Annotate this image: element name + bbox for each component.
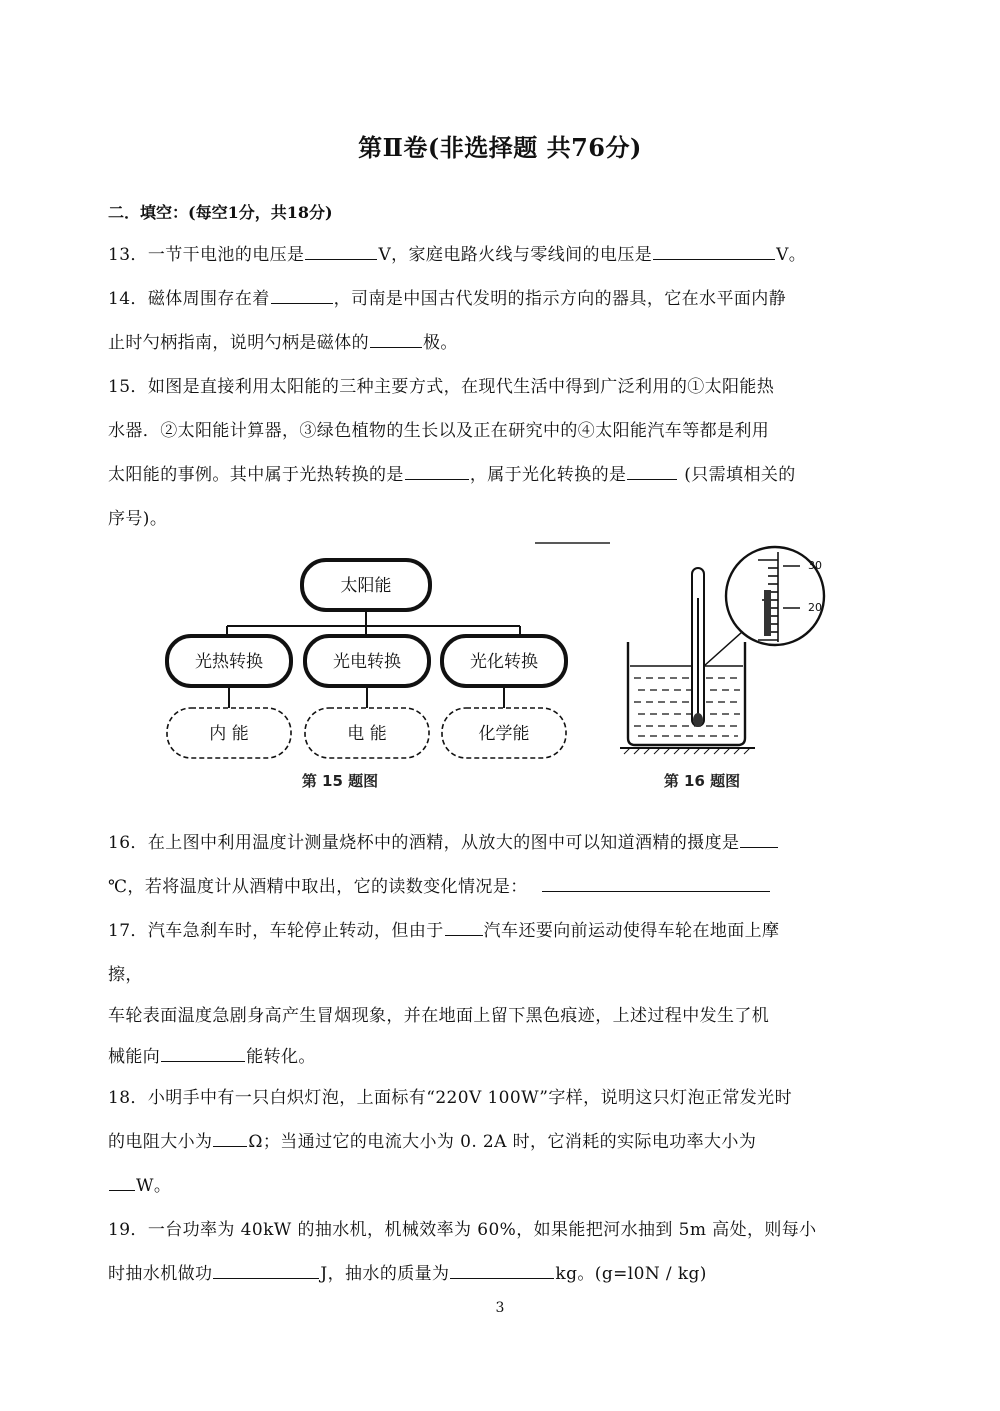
question-18-line-1: 18．小明手中有一只白炽灯泡，上面标有“220V 100W”字样，说明这只灯泡正常发光时	[108, 1088, 792, 1108]
question-13	[108, 240, 806, 265]
q14-blank-1[interactable]	[271, 285, 333, 304]
q18-text-c: W。	[136, 1176, 172, 1196]
q17-text-b: 汽车还要向前运动使得车轮在地面上摩	[483, 921, 780, 941]
q16-text-a: 16．在上图中利用温度计测量烧杯中的酒精，从放大的图中可以知道酒精的摄度是	[108, 833, 740, 853]
question-18-line-3	[108, 1171, 171, 1196]
question-15-line-1: 15．如图是直接利用太阳能的三种主要方式，在现代生活中得到广泛利用的①太阳能热	[108, 377, 775, 397]
q18-text-a: 的电阻大小为	[108, 1132, 213, 1152]
magnifier-pointer	[704, 632, 742, 666]
q16-blank-2[interactable]	[542, 873, 770, 892]
level2-label-3: 化学能	[478, 724, 530, 744]
q17-text-c: 械能向	[108, 1047, 161, 1067]
q15-blank-2[interactable]	[627, 461, 677, 480]
page-title: 第Ⅱ卷(非选择题 共76分)	[358, 133, 642, 162]
page-number: 3	[495, 1300, 505, 1316]
question-19-line-2	[108, 1259, 707, 1284]
beaker	[628, 642, 745, 745]
q13-text-b: V，家庭电路火线与零线间的电压是	[378, 245, 653, 265]
level1-label-1: 光热转换	[195, 652, 263, 672]
q18-blank-2[interactable]	[109, 1172, 135, 1191]
q15-blank-1[interactable]	[405, 461, 469, 480]
q14-text-b: ，司南是中国古代发明的指示方向的器具，它在水平面内静	[333, 289, 787, 309]
q15-text-c: (只需填相关的	[678, 465, 796, 485]
thermometer-figure	[620, 547, 824, 790]
question-15-line-4: 序号)。	[108, 509, 168, 529]
q19-blank-1[interactable]	[213, 1260, 319, 1279]
q18-ohm-symbol: Ω	[248, 1132, 263, 1152]
thermometer-bulb	[693, 713, 703, 727]
q19-text-c: kg。(g=l0N / kg)	[555, 1264, 707, 1284]
level1-label-3: 光化转换	[470, 652, 538, 672]
q16-blank-1[interactable]	[740, 829, 778, 848]
q19-blank-2[interactable]	[450, 1260, 554, 1279]
level2-label-1: 内 能	[209, 724, 249, 744]
level1-label-2: 光电转换	[333, 652, 401, 672]
section-heading: 二．填空：(每空1分，共18分)	[108, 203, 333, 222]
figures	[150, 538, 870, 798]
q14-text-d: 极。	[423, 333, 458, 353]
q14-text-c: 止时勺柄指南，说明勺柄是磁体的	[108, 333, 369, 353]
root-node-label: 太阳能	[340, 576, 392, 596]
q15-text-b: ，属于光化转换的是	[469, 465, 627, 485]
question-17-line-4	[108, 1042, 316, 1067]
scale-label-20: 20	[808, 601, 822, 614]
question-14-line-1	[108, 284, 786, 309]
q17-text-d: 能转化。	[246, 1047, 316, 1067]
question-15-line-3	[108, 460, 796, 485]
q14-blank-2[interactable]	[370, 329, 422, 348]
question-19-line-1: 19．一台功率为 40kW 的抽水机，机械效率为 60%，如果能把河水抽到 5m 高处，则每小	[108, 1220, 817, 1240]
q17-text-a: 17．汽车急刹车时，车轮停止转动，但由于	[108, 921, 444, 941]
q19-text-a: 时抽水机做功	[108, 1264, 213, 1284]
liquid-hatching	[634, 678, 740, 736]
q18-text-b: ；当通过它的电流大小为 0. 2A 时，它消耗的实际电功率大小为	[262, 1132, 757, 1152]
q19-text-b: J，抽水的质量为	[320, 1264, 450, 1284]
q15-text-a: 太阳能的事例。其中属于光热转换的是	[108, 465, 404, 485]
level2-label-2: 电 能	[347, 724, 387, 744]
q13-text-a: 13．一节干电池的电压是	[108, 245, 305, 265]
question-14-line-2	[108, 328, 458, 353]
scale-label-30: 30	[808, 559, 822, 572]
q17-blank-2[interactable]	[161, 1043, 245, 1062]
question-17-line-3: 车轮表面温度急剧身高产生冒烟现象，并在地面上留下黑色痕迹，上述过程中发生了机	[108, 1006, 770, 1026]
question-17-line-2: 擦，	[108, 965, 143, 985]
figure15-caption: 第 15 题图	[301, 772, 379, 790]
q13-blank-2[interactable]	[653, 241, 775, 260]
solar-energy-diagram	[167, 560, 566, 790]
figure-svg	[150, 538, 870, 798]
question-15-line-2: 水器．②太阳能计算器，③绿色植物的生长以及正在研究中的④太阳能汽车等都是利用	[108, 421, 770, 441]
question-16-line-1	[108, 828, 779, 853]
q14-text-a: 14．磁体周围存在着	[108, 289, 270, 309]
question-17-line-1	[108, 916, 779, 941]
q18-blank-1[interactable]	[213, 1128, 247, 1147]
question-16-line-2	[108, 872, 771, 897]
q17-blank-1[interactable]	[445, 917, 483, 936]
figure16-caption: 第 16 题图	[663, 772, 741, 790]
question-18-line-2	[108, 1127, 756, 1152]
q13-text-c: V。	[776, 245, 807, 265]
q16-text-b: ℃，若将温度计从酒精中取出，它的读数变化情况是：	[108, 877, 528, 897]
q13-blank-1[interactable]	[305, 241, 377, 260]
